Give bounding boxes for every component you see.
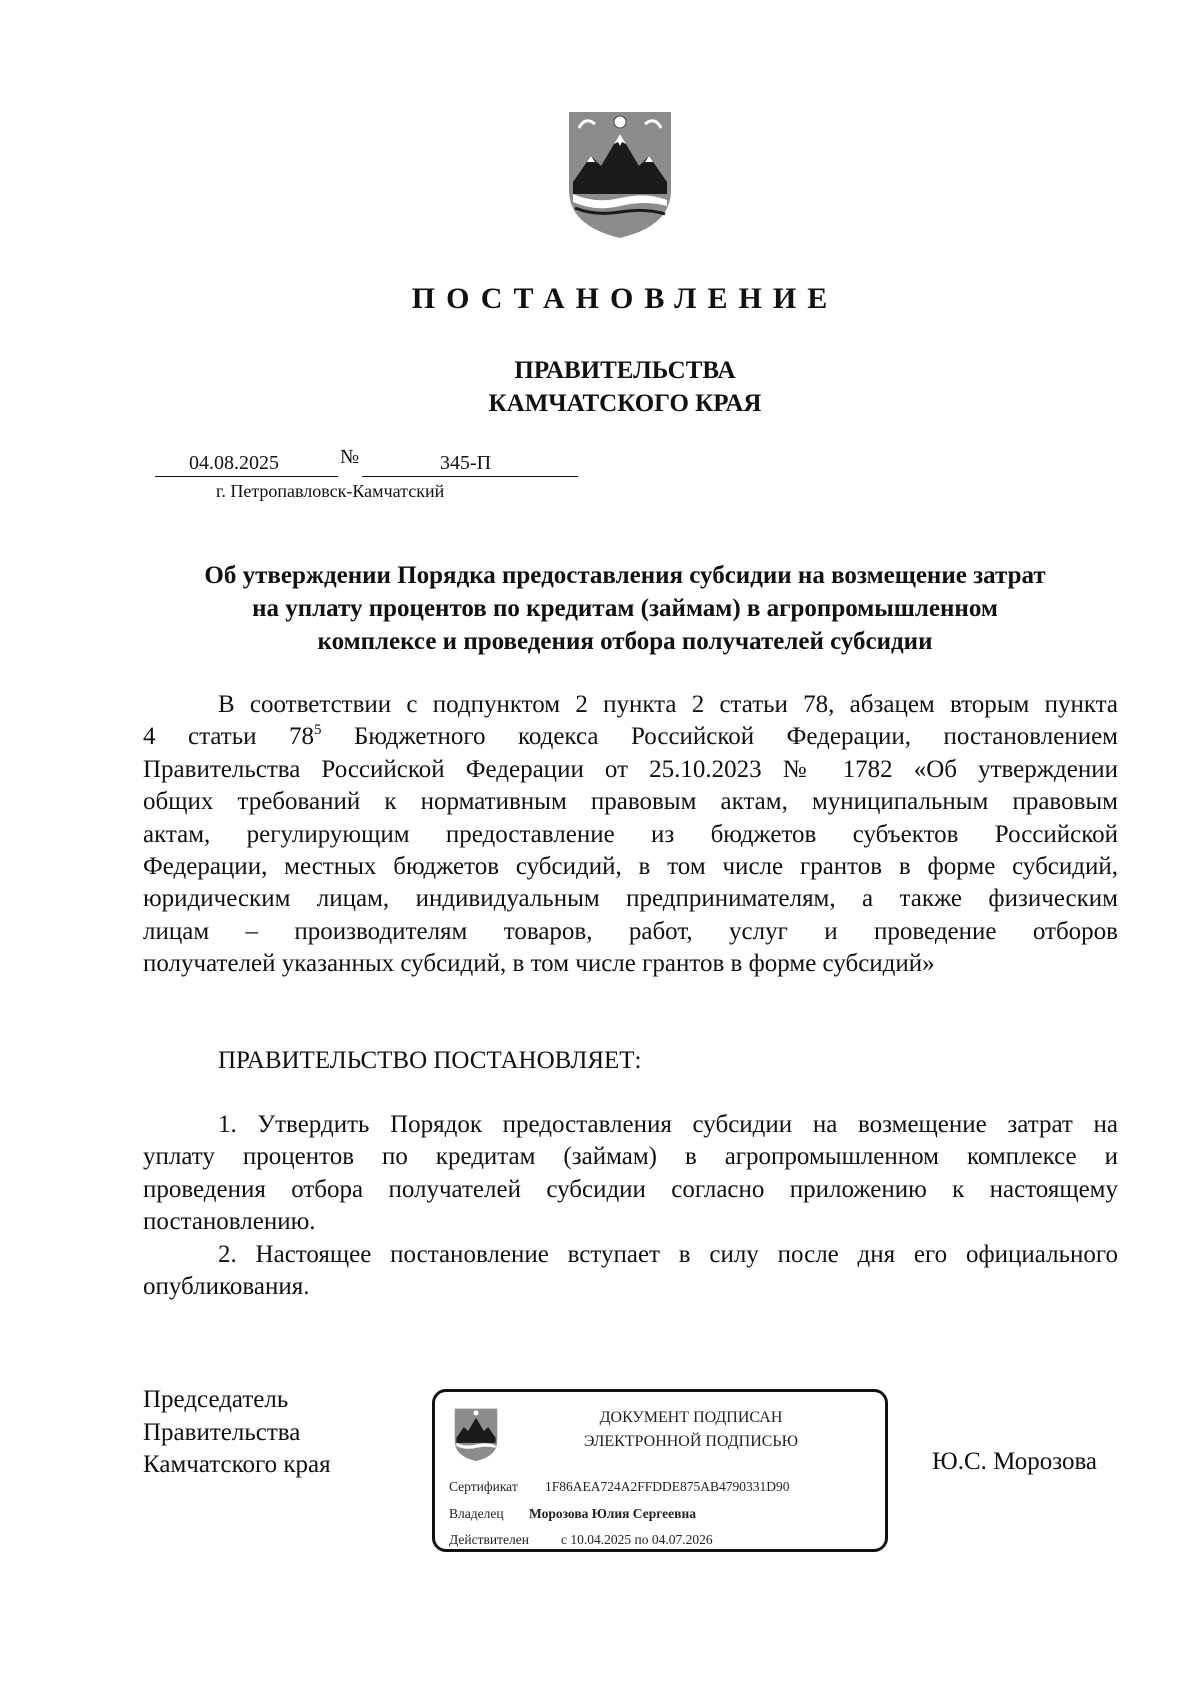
text-line: общих требований к нормативным правовым актам, муниципальным правовым xyxy=(143,788,1118,816)
position-line: Камчатского края xyxy=(143,1451,331,1478)
title-line: на уплату процентов по кредитам (займам) в агропромышленном xyxy=(252,595,998,622)
text-line: 1. Утвердить Порядок предоставления субсидии на возмещение затрат на xyxy=(218,1111,1118,1138)
issuer-line: ПРАВИТЕЛЬСТВА xyxy=(514,357,736,384)
number-sign: № xyxy=(340,446,360,468)
electronic-signature-stamp xyxy=(432,1389,888,1552)
resolution-items xyxy=(143,1109,1118,1303)
text-line: актам, регулирующим предоставление из бюджетов субъектов Российской xyxy=(143,820,1118,848)
position-line: Правительства xyxy=(143,1418,301,1446)
text-line: Правительства Российской Федерации от 25.10.2023 № 1782 «Об утверждении xyxy=(143,755,1118,783)
preamble-paragraph xyxy=(143,689,1118,981)
number-value: 345-П xyxy=(440,452,492,474)
signatory-name: Ю.С. Морозова xyxy=(932,1448,1098,1475)
title-line: комплексе и проведения отбора получателей субсидии xyxy=(317,628,933,655)
city: г. Петропавловск-Камчатский xyxy=(216,481,445,501)
text-line: проведения отбора получателей субсидии согласно приложению к настоящему xyxy=(143,1175,1118,1203)
validity-value: с 10.04.2025 по 04.07.2026 xyxy=(561,1532,713,1547)
validity-label: Действителен xyxy=(449,1532,529,1547)
superscript: 5 xyxy=(314,722,322,739)
resolves-heading: ПРАВИТЕЛЬСТВО ПОСТАНОВЛЯЕТ: xyxy=(218,1047,642,1074)
owner-row xyxy=(449,1506,696,1522)
text-line: Федерации, местных бюджетов субсидий, в том числе грантов в форме субсидий, xyxy=(143,853,1118,881)
validity-row xyxy=(449,1532,713,1548)
certificate-value: 1F86AEA724A2FFDDE875AB4790331D90 xyxy=(545,1479,790,1494)
document-type: ПОСТАНОВЛЕНИЕ xyxy=(411,282,839,315)
text-line: опубликования. xyxy=(143,1273,310,1301)
stamp-coat-of-arms-icon xyxy=(453,1407,499,1462)
text-line: уплату процентов по кредитам (займам) в агропромышленном комплексе и xyxy=(143,1143,1118,1171)
certificate-row xyxy=(449,1479,790,1495)
stamp-header xyxy=(521,1406,861,1454)
text-line: постановлению. xyxy=(143,1208,316,1236)
coat-of-arms-icon xyxy=(565,108,675,240)
certificate-label: Сертификат xyxy=(449,1479,518,1494)
text-fragment: Бюджетного кодекса Российской Федерации, постановлением xyxy=(321,723,1119,751)
date-field xyxy=(155,446,338,477)
owner-value: Морозова Юлия Сергеевна xyxy=(529,1506,696,1521)
document-title xyxy=(130,559,1120,658)
stamp-header-line: ЭЛЕКТРОННОЙ ПОДПИСЬЮ xyxy=(583,1433,799,1450)
position-line: Председатель xyxy=(143,1386,289,1413)
text-line xyxy=(143,721,1118,753)
issuer-line: КАМЧАТСКОГО КРАЯ xyxy=(488,390,762,417)
text-fragment: 4 статьи 78 xyxy=(143,723,314,751)
signatory-position xyxy=(143,1384,331,1482)
owner-label: Владелец xyxy=(449,1506,504,1521)
date-value: 04.08.2025 xyxy=(189,452,279,474)
text-line: лицам – производителям товаров, работ, услуг и проведение отборов xyxy=(143,917,1118,945)
issuer xyxy=(0,354,1200,420)
stamp-header-line: ДОКУМЕНТ ПОДПИСАН xyxy=(599,1409,783,1426)
text-line: 2. Настоящее постановление вступает в силу после дня его официального xyxy=(218,1240,1118,1268)
text-line: юридическим лицам, индивидуальным предпринимателям, а также физическим xyxy=(143,885,1118,913)
text-line: получателей указанных субсидий, в том числе грантов в форме субсидий» xyxy=(143,950,935,978)
title-line: Об утверждении Порядка предоставления субсидии на возмещение затрат xyxy=(204,562,1046,589)
number-field xyxy=(362,446,578,477)
text-line: В соответствии с подпунктом 2 пункта 2 статьи 78, абзацем вторым пункта xyxy=(218,691,1118,718)
